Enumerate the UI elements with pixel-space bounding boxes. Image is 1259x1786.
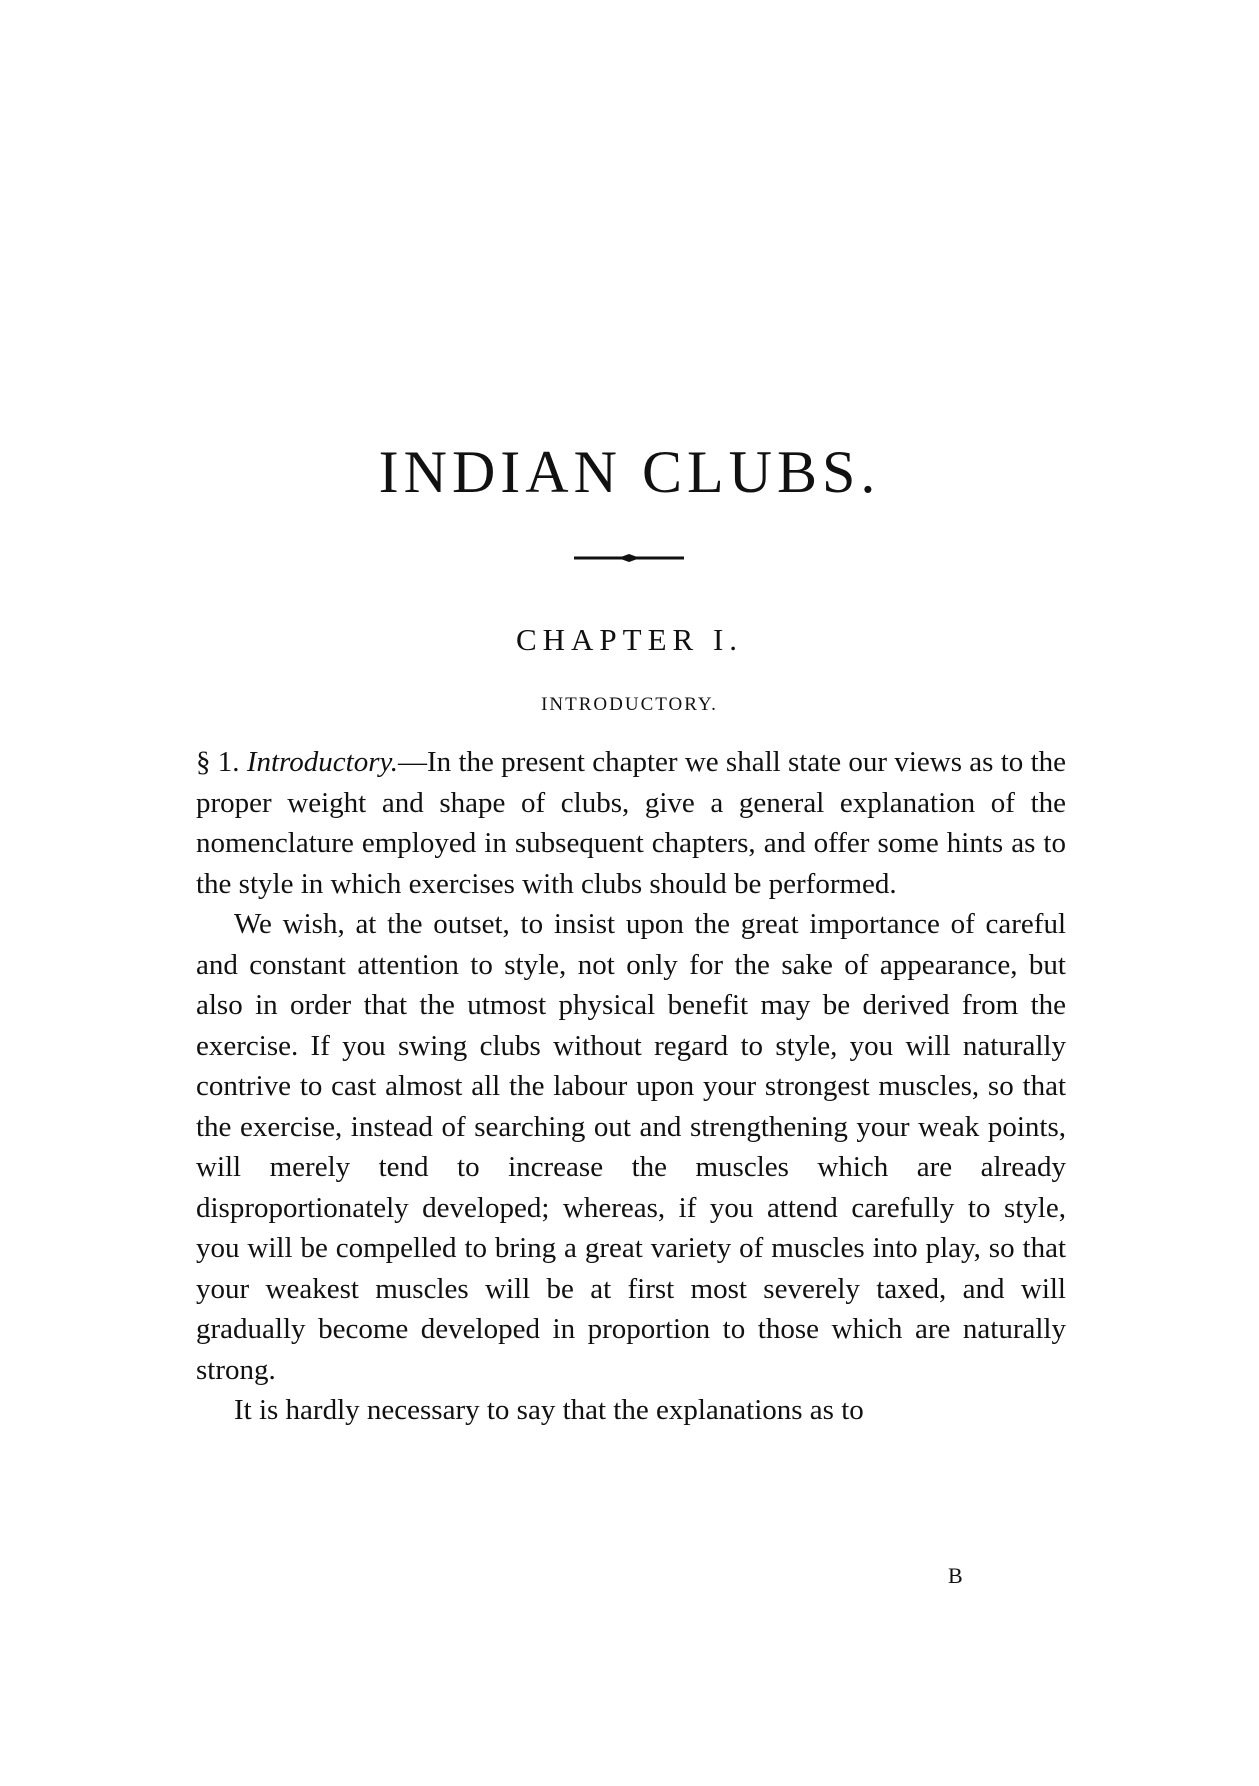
signature-mark: B [948,1563,963,1588]
section-mark: § 1. [196,746,240,778]
chapter-heading: CHAPTER I. [515,622,744,657]
rule-ornament-icon [574,553,684,563]
paragraph-1-text: —In the present chapter we shall state our views as to the proper weight and shape of clubs, give a general explanation of the nomenclature employed in subsequent chapters, and offer some hints as to the style in which exercises with clubs should be performed. [196,746,1067,900]
paragraph-2: We wish, at the outset, to insist upon the great importance of careful and constant attention to style, not only for the sake of appearance, but also in order that the utmost physical benefit may be derived from the exercise. If you swing clubs without regard to style, you will naturally contrive to cast almost all the labour upon your strongest muscles, so that the exercise, instead of searching out and strengthening your weak points, will merely tend to increase the muscles which are already disproportionately developed; whereas, if you attend carefully to style, you will be compelled to bring a great variety of muscles into play, so that your weakest muscles will be at first most severely taxed, and will gradually become developed in proportion to those which are naturally strong. [196,908,1066,1386]
body-text [196,742,1066,1431]
paragraph-1 [196,742,1066,904]
book-title: INDIAN CLUBS. [378,439,881,505]
section-heading: INTRODUCTORY. [541,694,718,715]
paragraph-3: It is hardly necessary to say that the explanations as to [234,1394,864,1426]
section-title: Introductory. [246,746,399,778]
